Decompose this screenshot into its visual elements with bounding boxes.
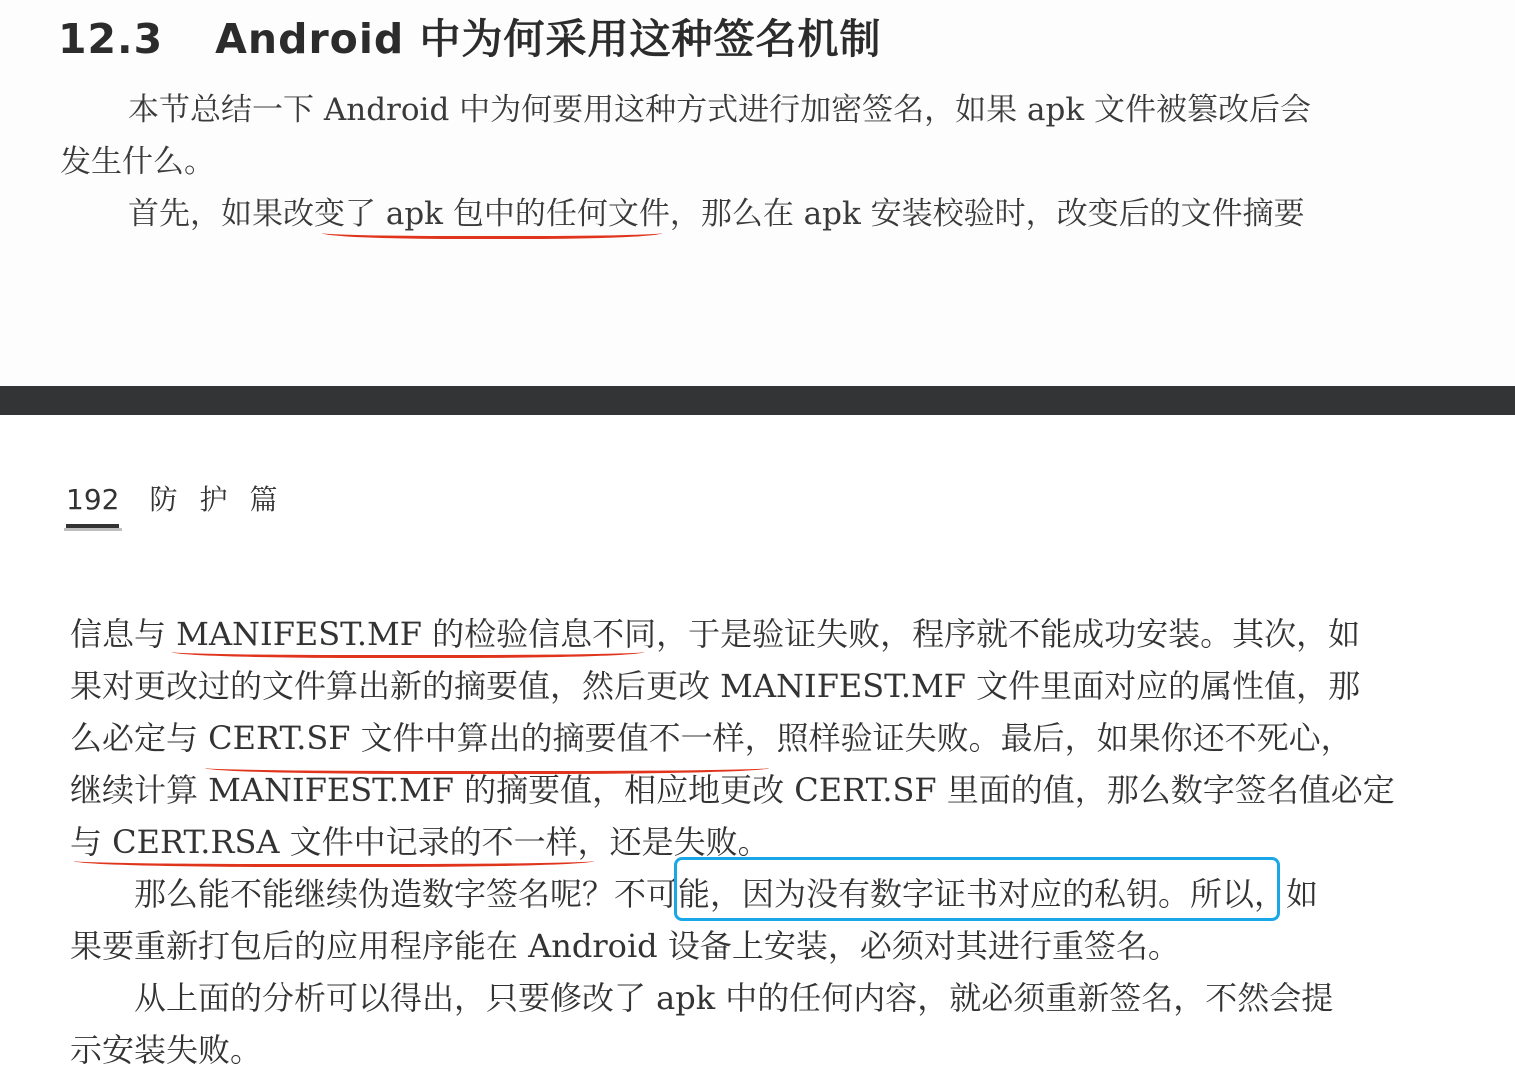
section-title: Android 中为何采用这种签名机制 [215, 15, 882, 63]
body-line: 那么能不能继续伪造数字签名呢？不可能，因为没有数字证书对应的私钥。所以，如 [70, 875, 1319, 913]
page-number: 192 [66, 483, 119, 530]
section-heading [58, 6, 882, 65]
red-underline-mark [172, 645, 644, 658]
header-rule-smudge [64, 528, 122, 531]
body-line: 继续计算 MANIFEST.MF 的摘要值，相应地更改 CERT.SF 里面的值，那么数字签名值必定 [70, 771, 1395, 809]
running-header [66, 478, 299, 530]
paragraph-1-line-1: 本节总结一下 Android 中为何要用这种方式进行加密签名，如果 apk 文件被篡改后会 [128, 92, 1311, 128]
body-line: 示安装失败。 [70, 1031, 263, 1069]
page-divider [0, 386, 1515, 415]
body-line: 果要重新打包后的应用程序能在 Android 设备上安装，必须对其进行重签名。 [70, 927, 1180, 965]
part-title: 防护篇 [149, 483, 300, 516]
red-underline-mark [322, 226, 662, 239]
red-underline-mark [74, 852, 594, 867]
section-number: 12.3 [58, 15, 164, 63]
paragraph-2-line-1: 首先，如果改变了 apk 包中的任何文件，那么在 apk 安装校验时，改变后的文件摘要 [128, 196, 1305, 232]
red-underline-mark [205, 757, 769, 774]
body-line: 果对更改过的文件算出新的摘要值，然后更改 MANIFEST.MF 文件里面对应的属性值，那 [70, 667, 1361, 705]
body-line: 么必定与 CERT.SF 文件中算出的摘要值不一样，照样验证失败。最后，如果你还不死心， [70, 719, 1353, 757]
body-line: 与 CERT.RSA 文件中记录的不一样，还是失败。 [70, 823, 770, 861]
body-line: 信息与 MANIFEST.MF 的检验信息不同，于是验证失败，程序就不能成功安装。其次，如 [70, 615, 1361, 653]
body-line: 从上面的分析可以得出，只要修改了 apk 中的任何内容，就必须重新签名，不然会提 [70, 979, 1334, 1017]
paragraph-1-line-2: 发生什么。 [60, 144, 215, 180]
blue-highlight-box [674, 857, 1280, 921]
